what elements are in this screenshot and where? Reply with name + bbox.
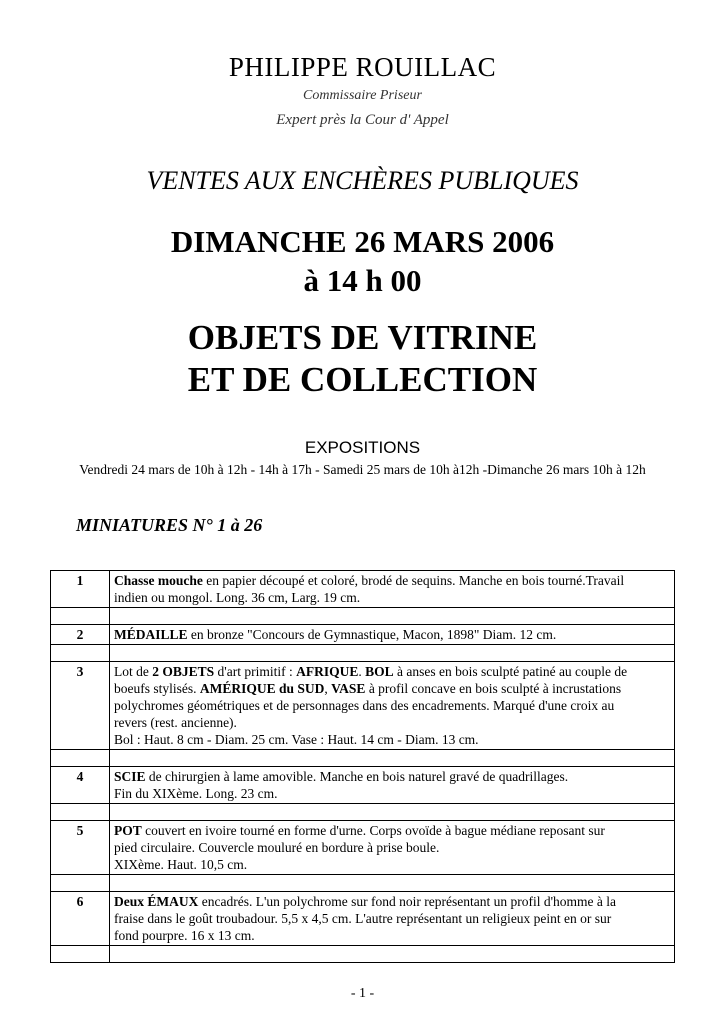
exhibitions-title: EXPOSITIONS [304,438,421,457]
lot-keyword: VASE [331,681,366,696]
exhibitions-times: Vendredi 24 mars de 10h à 12h - 14h à 17h - Samedi 25 mars de 10h à12h -Dimanche 26 mars 10h à 12h [79,462,646,477]
lot-number: 4 [51,767,110,804]
lot-row [51,821,675,875]
lot-text: boeufs stylisés. [114,681,200,696]
lot-text: Bol : Haut. 8 cm - Diam. 25 cm. Vase : Haut. 14 cm - Diam. 13 cm. [114,732,479,747]
lot-text: couvert en ivoire tourné en forme d'urne. Corps ovoïde à bague médiane reposant sur [141,823,605,838]
lot-description-line [114,626,670,643]
sale-time: à 14 h 00 [303,263,422,298]
lot-text: en bronze "Concours de Gymnastique, Macon, 1898" Diam. 12 cm. [187,627,557,642]
lot-description-line [114,893,670,910]
section-title: MINIATURES N° 1 à 26 [76,515,263,535]
lot-description-line [114,572,670,589]
spacer-cell [51,946,110,963]
spacer-row [51,946,675,963]
lot-text: polychromes géométriques et de personnages dans des encadrements. Marqué d'une croix au [114,698,615,713]
lot-text: Fin du XIXème. Long. 23 cm. [114,786,278,801]
lot-description-line [114,714,670,731]
lot-keyword: AMÉRIQUE du SUD [199,681,325,696]
sale-title-line-1: OBJETS DE VITRINE [187,318,538,357]
lot-text: pied circulaire. Couvercle mouluré en bordure à prise boule. [114,840,440,855]
lot-text: en papier découpé et coloré, brodé de sequins. Manche en bois tourné.Travail [202,573,625,588]
lot-description-line [114,839,670,856]
lot-text: XIXème. Haut. 10,5 cm. [114,857,248,872]
lot-keyword: MÉDAILLE [114,627,188,642]
lot-description [110,662,675,750]
auctioneer-title-1: Commissaire Priseur [303,88,422,103]
lot-description-line [114,697,670,714]
lot-keyword: POT [114,823,142,838]
sale-type: VENTES AUX ENCHÈRES PUBLIQUES [146,166,579,195]
spacer-cell [110,946,675,963]
lot-description-line [114,589,670,606]
lot-keyword: BOL [365,664,394,679]
lot-text: encadrés. L'un polychrome sur fond noir représentant un profil d'homme à la [198,894,616,909]
spacer-row [51,645,675,662]
spacer-cell [51,875,110,892]
lot-description-line [114,768,670,785]
lot-text: , [324,681,332,696]
lot-description-line [114,927,670,944]
lot-number: 1 [51,571,110,608]
auctioneer-name: PHILIPPE ROUILLAC [228,52,497,82]
lot-text: . [358,664,366,679]
lot-number: 2 [51,625,110,645]
spacer-cell [51,645,110,662]
lot-keyword: AFRIQUE [296,664,359,679]
sale-date: DIMANCHE 26 MARS 2006 [170,224,555,259]
spacer-cell [51,804,110,821]
spacer-row [51,608,675,625]
lot-row [51,767,675,804]
lot-text: fraise dans le goût troubadour. 5,5 x 4,5 cm. L'autre représentant un religieux peint en or sur [114,911,612,926]
lot-row [51,571,675,608]
lot-text: indien ou mongol. Long. 36 cm, Larg. 19 cm. [114,590,361,605]
lot-text: à anses en bois sculpté patiné au couple de [393,664,628,679]
lot-text: Lot de [114,664,153,679]
spacer-row [51,875,675,892]
lot-text: revers (rest. ancienne). [114,715,237,730]
lot-keyword: SCIE [114,769,146,784]
page-number: - 1 - [350,986,375,1001]
lot-number: 3 [51,662,110,750]
lot-description-line [114,663,670,680]
lot-description [110,571,675,608]
lots-table [50,570,675,963]
lot-text: fond pourpre. 16 x 13 cm. [114,928,255,943]
lot-row [51,625,675,645]
lot-number: 5 [51,821,110,875]
lot-description-line [114,785,670,802]
spacer-cell [110,875,675,892]
spacer-row [51,804,675,821]
lot-number: 6 [51,892,110,946]
lot-keyword: 2 OBJETS [152,664,215,679]
lot-row [51,892,675,946]
spacer-row [51,750,675,767]
lot-description-line [114,856,670,873]
lot-description [110,821,675,875]
spacer-cell [110,804,675,821]
spacer-cell [110,608,675,625]
auctioneer-title-2: Expert près la Cour d' Appel [276,112,449,128]
spacer-cell [110,750,675,767]
lot-description-line [114,680,670,697]
spacer-cell [110,645,675,662]
lot-row [51,662,675,750]
lot-keyword: Deux ÉMAUX [114,894,199,909]
lot-description [110,625,675,645]
spacer-cell [51,750,110,767]
lot-description-line [114,910,670,927]
sale-title-line-2: ET DE COLLECTION [187,360,538,399]
lot-text: à profil concave en bois sculpté à incrustations [365,681,622,696]
lot-description-line [114,822,670,839]
lot-keyword: Chasse mouche [114,573,203,588]
spacer-cell [51,608,110,625]
lot-description [110,892,675,946]
lot-description-line [114,731,670,748]
lot-description [110,767,675,804]
lot-text: de chirurgien à lame amovible. Manche en bois naturel gravé de quadrillages. [145,769,569,784]
lot-text: d'art primitif : [214,664,297,679]
